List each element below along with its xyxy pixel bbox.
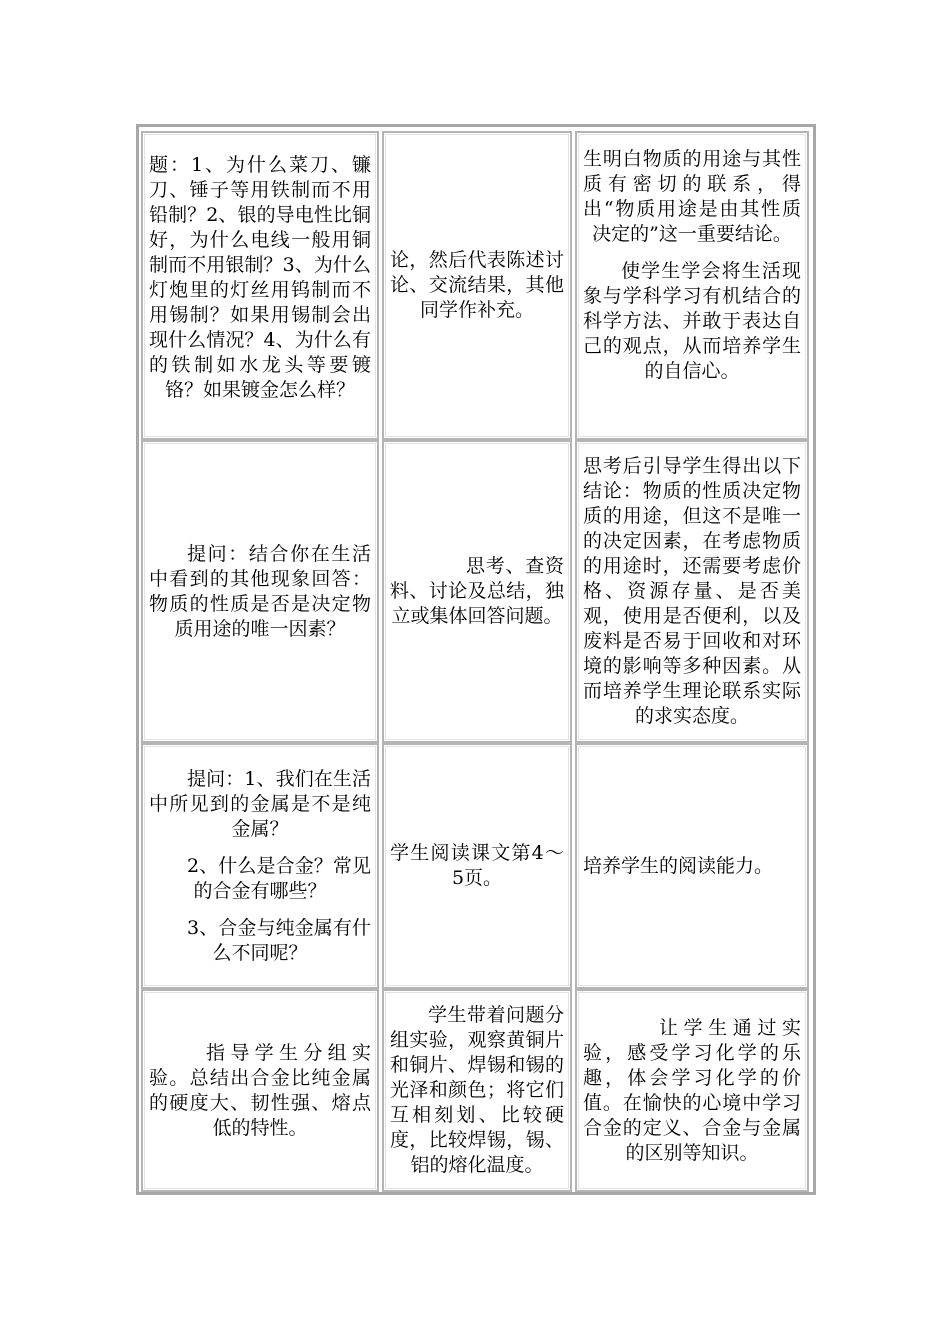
table-row — [139, 440, 813, 743]
cell-paragraph: 生明白物质的用途与其性质有密切的联系，得出“物质用途是由其性质决定的”这一重要结论。 — [583, 148, 801, 245]
teacher-activity-cell — [141, 743, 379, 989]
cell-paragraph: 2、什么是合金？常见的合金有哪些？ — [187, 854, 371, 902]
teacher-activity-cell — [141, 440, 379, 743]
table-row — [139, 989, 813, 1192]
cell-paragraph: 学生阅读课文第4～5页。 — [390, 842, 564, 889]
design-intent-cell — [575, 743, 809, 989]
student-activity-cell — [382, 743, 572, 989]
cell-paragraph: 提问：结合你在生活中看到的其他现象回答：物质的性质是否是决定物质用途的唯一因素？ — [149, 542, 371, 640]
lesson-plan-table — [136, 124, 816, 1195]
cell-paragraph: 培养学生的阅读能力。 — [583, 854, 774, 877]
teacher-activity-cell — [141, 989, 379, 1192]
student-activity-cell — [382, 989, 572, 1192]
design-intent-cell — [575, 989, 809, 1192]
design-intent-cell — [575, 440, 809, 743]
teacher-activity-cell — [141, 131, 379, 440]
cell-paragraph: 论，然后代表陈述讨论、交流结果，其他同学作补充。 — [390, 249, 564, 321]
cell-paragraph: 指导学生分组实验。总结出合金比纯金属的硬度大、韧性强、熔点低的特性。 — [149, 1041, 371, 1139]
student-activity-cell — [382, 131, 572, 440]
cell-paragraph: 学生带着问题分组实验，观察黄铜片和铜片、焊锡和锡的光泽和颜色；将它们互相刻划、比较硬度，比较焊锡，锡、铝的熔化温度。 — [390, 1004, 564, 1176]
cell-paragraph: 使学生学会将生活现象与学科学习有机结合的科学方法、并敢于表达自己的观点，从而培养学生的自信心。 — [583, 260, 801, 382]
cell-paragraph: 3、合金与纯金属有什么不同呢？ — [187, 916, 371, 964]
cell-paragraph: 思考后引导学生得出以下结论：物质的性质决定物质的用途，但这不是唯一的决定因素，在考虑物质的用途时，还需要考虑价格、资源存量、是否美观，使用是否便利，以及废料是否易于回收和对环境的影响等多种因素。从而培养学生理论联系实际的求实态度。 — [583, 455, 801, 727]
student-activity-cell — [382, 440, 572, 743]
table-row — [139, 743, 813, 989]
design-intent-cell — [575, 131, 809, 440]
table-row — [139, 131, 813, 440]
cell-paragraph: 让学生通过实验，感受学习化学的乐趣，体会学习化学的价值。在愉快的心境中学习合金的定义、合金与金属的区别等知识。 — [583, 1016, 801, 1164]
cell-paragraph: 思考、查资料、讨论及总结，独立或集体回答问题。 — [390, 555, 564, 627]
cell-paragraph: 提问：1、我们在生活中所见到的金属是不是纯金属？ — [149, 767, 371, 840]
cell-paragraph: 题：1、为什么菜刀、镰刀、锤子等用铁制而不用铅制？2、银的导电性比铜好，为什么电线一般用铜制而不用银制？3、为什么灯炮里的灯丝用钨制而不用锡制？如果用锡制会出现什么情况？4、为什么有的铁制如水龙头等要镀铬？如果镀金怎么样？ — [149, 154, 371, 401]
